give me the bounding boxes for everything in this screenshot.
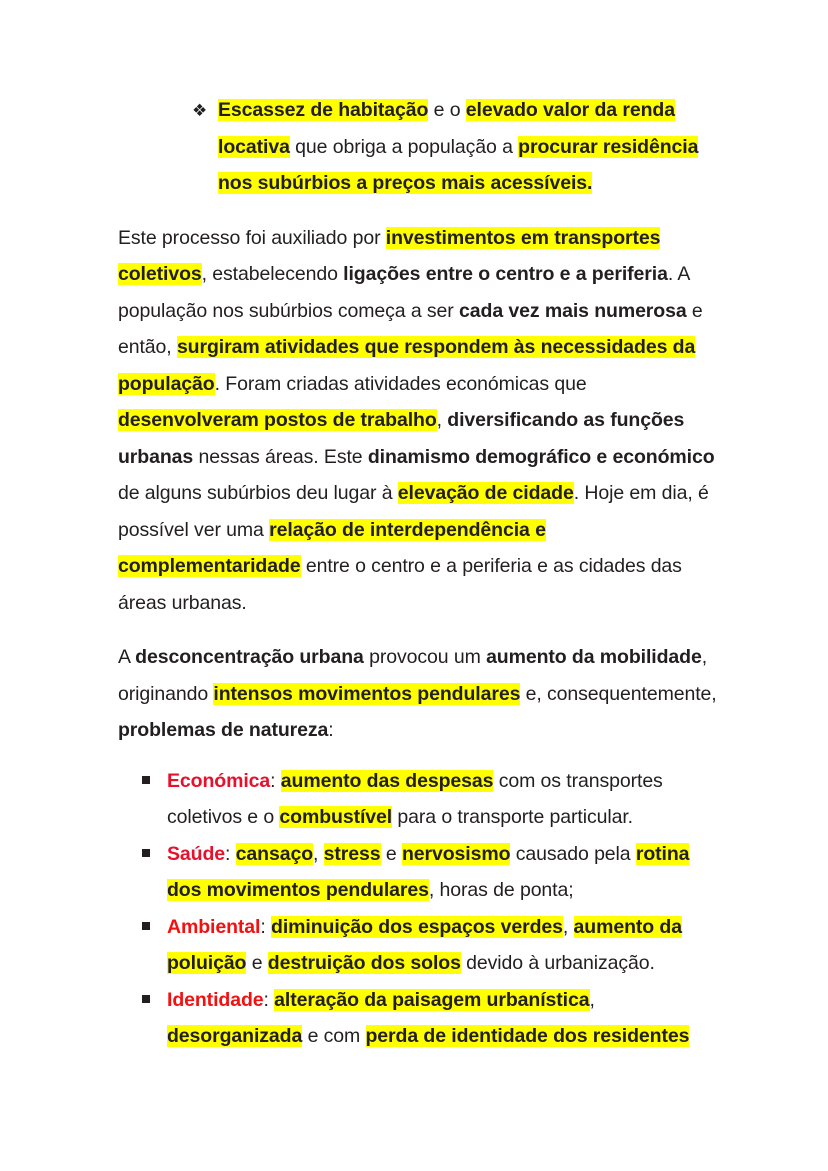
list-item-label: Identidade — [167, 988, 264, 1011]
highlighted-run: relação de interdependência e complementaridade — [118, 518, 546, 577]
highlighted-run: perda de identidade dos residentes — [365, 1025, 690, 1047]
text-run: devido à urbanização. — [460, 952, 655, 974]
highlighted-run: elevado valor da renda locativa — [218, 99, 675, 158]
text-run: e o — [428, 99, 466, 121]
highlighted-run: destruição dos solos — [267, 952, 461, 974]
highlighted-run: Escassez de habitação — [218, 99, 429, 121]
list-item-text — [167, 763, 718, 836]
text-run: para o transporte particular. — [392, 806, 633, 828]
list-item-text — [167, 982, 718, 1055]
list-item-text — [167, 909, 718, 982]
text-run: e, consequentemente, — [520, 682, 717, 705]
text-run: que obriga a população a — [289, 135, 519, 158]
text-run: causado pela — [510, 842, 636, 865]
list-item-text — [167, 836, 718, 909]
text-run: . A população nos subúrbios começa a ser — [118, 263, 690, 322]
document-content — [118, 92, 718, 1055]
highlighted-run: stress — [323, 842, 381, 865]
text-run: , — [562, 915, 574, 938]
text-run: : — [328, 719, 334, 741]
text-run: : — [260, 915, 272, 938]
text-run: de alguns subúrbios deu lugar à — [118, 482, 398, 504]
bold-run: dinamismo demográfico e económico — [367, 445, 715, 468]
list-item-label: Saúde — [167, 842, 226, 865]
square-bullet-icon — [142, 995, 150, 1003]
text-run: A — [118, 646, 136, 668]
list-item — [118, 982, 718, 1055]
text-run: e — [246, 952, 268, 974]
text-run: : — [270, 769, 281, 792]
paragraph-urban-dynamics — [118, 220, 718, 622]
text-run: , — [313, 842, 324, 865]
list-item-label: Económica — [167, 769, 271, 792]
highlighted-run: intensos movimentos pendulares — [213, 682, 521, 705]
bold-run: aumento da mobilidade — [486, 646, 702, 668]
bullet-block-text — [218, 92, 718, 202]
text-run: , — [436, 409, 448, 431]
square-bullet-icon — [142, 776, 150, 784]
highlighted-run: aumento da poluição — [167, 915, 682, 974]
diamond-cluster-bullet-icon: ❖ — [192, 101, 208, 120]
highlighted-run: aumento das despesas — [280, 769, 494, 792]
text-run: Este processo foi auxiliado por — [118, 226, 386, 249]
text-run: com os transportes coletivos e o — [167, 769, 663, 828]
paragraph-mobility-problems — [118, 639, 718, 749]
list-item — [118, 909, 718, 982]
highlighted-run: cansaço — [235, 842, 314, 865]
highlighted-run: alteração da paisagem urbanística — [274, 988, 590, 1011]
highlighted-run: combustível — [279, 806, 393, 828]
square-bullet-icon — [142, 849, 150, 857]
text-run: : — [225, 842, 236, 865]
text-run: entre o centro e a periferia e as cidades das áreas urbanas. — [118, 555, 682, 614]
text-run: nessas áreas. Este — [193, 445, 368, 468]
highlighted-run: procurar residência nos subúrbios a preços mais acessíveis. — [218, 135, 699, 194]
bold-run: problemas de natureza — [118, 719, 329, 741]
text-run: e — [380, 842, 402, 865]
text-run: , estabelecendo — [201, 263, 344, 285]
list-item-label: Ambiental — [167, 915, 261, 938]
bold-run: cada vez mais numerosa — [459, 299, 687, 322]
highlighted-run: elevação de cidade — [397, 482, 574, 504]
text-run: , horas de ponta; — [428, 879, 574, 901]
diamond-bullet-block — [118, 92, 718, 202]
highlighted-run: nervosismo — [401, 842, 511, 865]
highlighted-run: investimentos em transportes coletivos — [118, 226, 661, 285]
highlighted-run: desorganizada — [167, 1025, 303, 1047]
highlighted-run: desenvolveram postos de trabalho — [118, 409, 437, 431]
text-run: , — [589, 988, 595, 1011]
text-run: : — [263, 988, 275, 1011]
list-item — [118, 763, 718, 836]
text-run: . Foram criadas atividades económicas que — [214, 372, 587, 395]
text-run: e com — [302, 1025, 366, 1047]
list-item — [118, 836, 718, 909]
highlighted-run: surgiram atividades que respondem às necessidades da população — [118, 336, 696, 395]
highlighted-run: diminuição dos espaços verdes — [271, 915, 563, 938]
square-bullet-icon — [142, 922, 150, 930]
text-run: e então, — [118, 299, 703, 358]
bold-run: ligações entre o centro e a periferia — [343, 263, 668, 285]
highlighted-run: rotina dos movimentos pendulares — [167, 842, 690, 901]
text-run: , originando — [118, 646, 708, 705]
text-run: . Hoje em dia, é possível ver uma — [118, 482, 709, 541]
problem-type-list — [118, 763, 718, 1055]
bold-run: desconcentração urbana — [135, 646, 364, 668]
text-run: provocou um — [363, 646, 487, 668]
bold-run: diversificando as funções urbanas — [118, 409, 685, 468]
